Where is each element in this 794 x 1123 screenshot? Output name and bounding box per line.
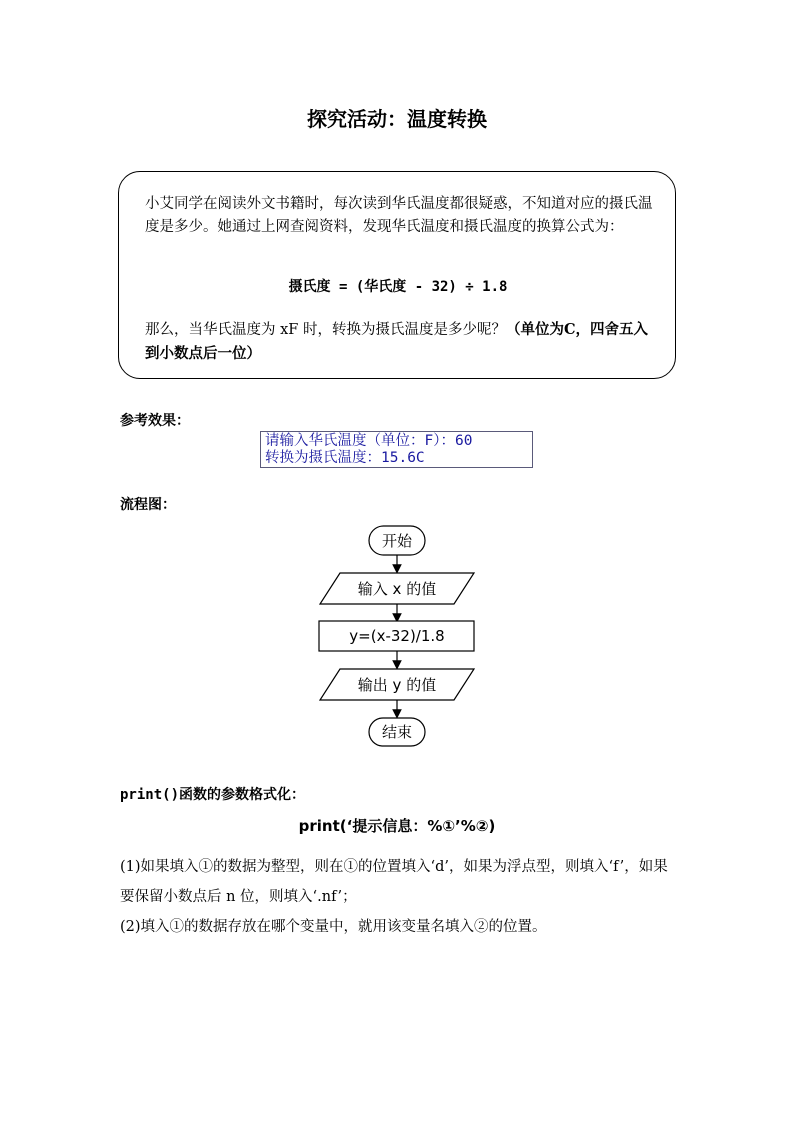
note-2: (2)填入①的数据存放在哪个变量中，就用该变量名填入②的位置。 bbox=[120, 919, 547, 935]
question-requirement: （单位为C，四舍五入到小数点后一位） bbox=[145, 321, 649, 362]
question-text: 那么，当华氏温度为 xF 时，转换为摄氏温度是多少呢？ bbox=[145, 322, 506, 338]
flowchart-label: 流程图： bbox=[120, 497, 176, 513]
flow-start-node bbox=[369, 526, 425, 555]
problem-description: 小艾同学在阅读外文书籍时，每次读到华氏温度都很疑惑，不知道对应的摄氏温度是多少。她通过上网查阅资料，发现华氏温度和摄氏温度的换算公式为： bbox=[145, 196, 653, 235]
flow-output-node bbox=[320, 669, 474, 700]
note-1: (1)如果填入①的数据为整型，则在①的位置填入‘d’，如果为浮点型，则填入‘f’，如果要保留小数点后 n 位，则填入‘.nf’； bbox=[120, 859, 668, 905]
console-line-result: 转换为摄氏温度：15.6C bbox=[265, 450, 425, 466]
flow-input-text: 输入 x 的值 bbox=[357, 580, 437, 598]
print-syntax: print(‘提示信息：%①’%②) bbox=[298, 817, 496, 835]
flow-start-text: 开始 bbox=[381, 532, 413, 550]
print-format-label bbox=[120, 784, 305, 804]
page-title: 探究活动：温度转换 bbox=[307, 107, 487, 131]
flow-output-text: 输出 y 的值 bbox=[357, 676, 437, 694]
flow-process-node bbox=[319, 621, 474, 651]
reference-label: 参考效果： bbox=[120, 413, 190, 429]
console-line-input: 请输入华氏温度（单位：F）：60 bbox=[265, 433, 473, 449]
flow-input-node bbox=[320, 573, 474, 604]
print-function-name: print() bbox=[120, 787, 180, 803]
flow-process-text: y=(x-32)/1.8 bbox=[349, 627, 445, 645]
conversion-formula: 摄氏度 = (华氏度 - 32) ÷ 1.8 bbox=[288, 279, 508, 295]
notes bbox=[120, 852, 680, 942]
print-label-text: 函数的参数格式化： bbox=[179, 787, 306, 803]
flow-end-text: 结束 bbox=[381, 723, 413, 741]
flow-end-node bbox=[369, 718, 425, 746]
